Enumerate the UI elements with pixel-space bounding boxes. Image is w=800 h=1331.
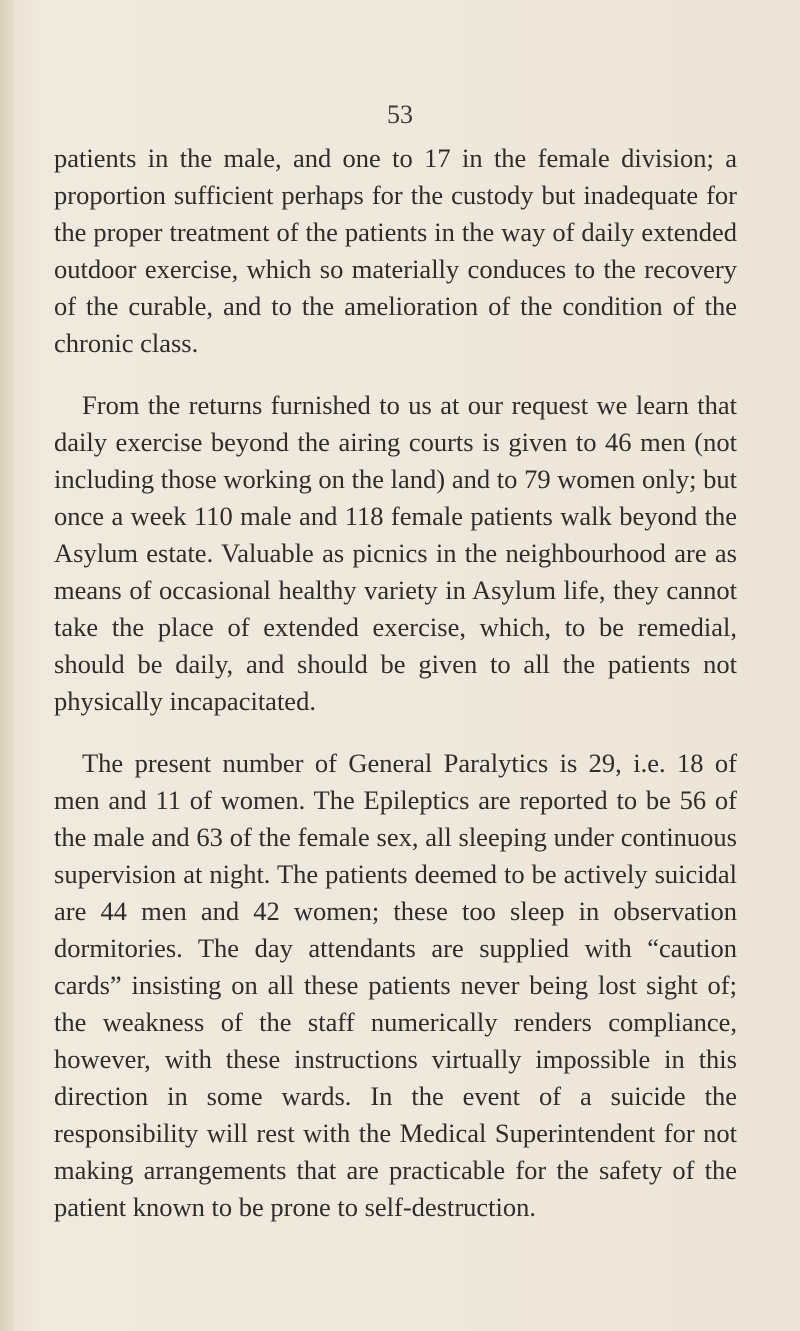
paragraph-3: The present number of General Paralytics is 29, i.e. 18 of men and 11 of women. The Epileptics are reported to be 56 of the male and 63 of the female sex, all sleeping under continuous supervision at night. The patients deemed to be actively suicidal are 44 men and 42 women; these too sleep in observation dormitories. The day attendants are supplied with “caution cards” insisting on all these patients never being lost sight of; the weakness of the staff numerically renders compliance, however, with these instructions virtually impossible in this direction in some wards. In the event of a suicide the responsibility will rest with the Medical Superintendent for not making arrangements that are practicable for the safety of the patient known to be prone to self-destruction. — [54, 748, 737, 1222]
paragraph-2: From the returns furnished to us at our request we learn that daily exercise beyond the airing courts is given to 46 men (not including those working on the land) and to 79 women only; but once a week 110 male and 118 female patients walk beyond the Asylum estate. Valuable as picnics in the neighbourhood are as means of occasional healthy variety in Asylum life, they cannot take the place of extended exercise, which, to be remedial, should be daily, and should be given to all the patients not physically incapacitated. — [54, 390, 737, 716]
body-text — [54, 140, 737, 1251]
paragraph-1: patients in the male, and one to 17 in the female division; a proportion sufficient perhaps for the custody but inadequate for the proper treatment of the patients in the way of daily extended outdoor exercise, which so materially conduces to the recovery of the curable, and to the amelioration of the condition of the chronic class. — [54, 143, 737, 358]
page-number: 53 — [387, 100, 413, 129]
page-edge — [0, 0, 14, 1331]
